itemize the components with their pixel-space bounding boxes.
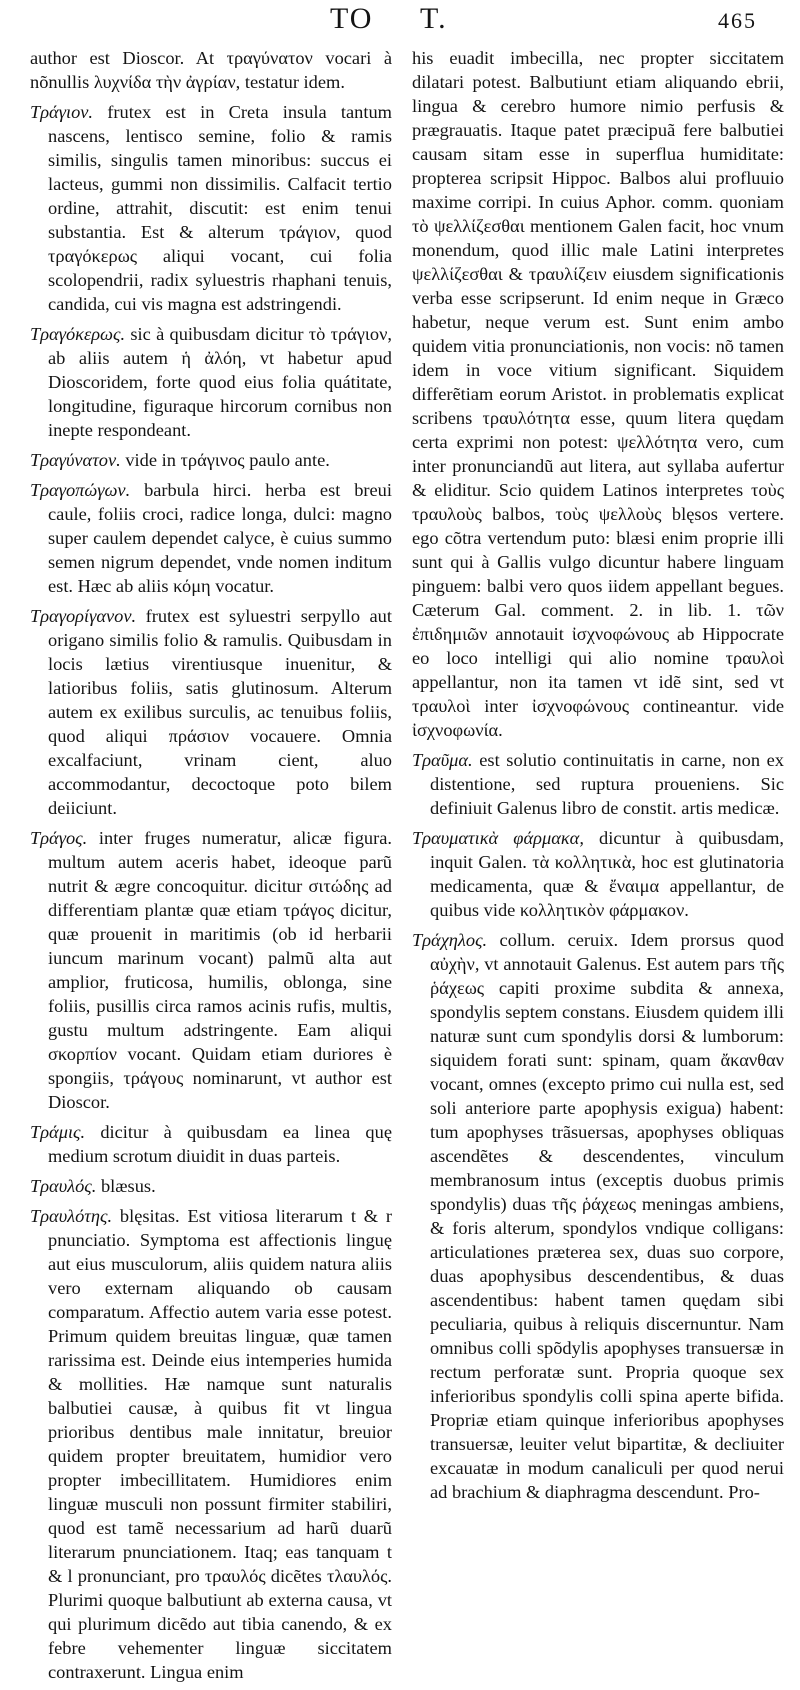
entry-headword: Τραγοπώγων. bbox=[30, 480, 131, 500]
dictionary-entry bbox=[412, 46, 784, 742]
entry-headword: Τραγόκερως. bbox=[30, 324, 126, 344]
page-number: 465 bbox=[718, 8, 757, 33]
dictionary-entry bbox=[30, 826, 392, 1114]
dictionary-entry bbox=[30, 604, 392, 820]
entry-text: sic à quibusdam dicitur τὸ τράγιον, ab aliis autem ἡ ἀλόη, vt habetur apud Dioscoridem, forte quod eius folia quátitate, longitudine, figuraque hircorum cornibus non inepte respondeant. bbox=[48, 324, 392, 440]
entry-text: collum. ceruix. Idem prorsus quod αὐχὴν, vt annotauit Galenus. Est autem pars τῆς ῥάχεως capiti proxime subdita & annexa, spondylis septem constans. Eiusdem quidem illi naturæ sunt cum spondylis dorsi & lumborum: siquidem forati sunt: spinam, quam ἄκανθαν vocant, omnes (excepto primo cui nulla est, sed soli anteriore parte apophysis exigua) habent: tum apophyses trãsuersas, apophyses obliquas ascendẽtes & descendentes, vinculum membranosum intus (exceptis duobus primis spondylis) duas τῆς ῥάχεως meningas ambiens, & foris alterum, spondylos vndique colligans: articulationes præterea sex, duas suo corpore, duas apophysibus descendentibus, & duas ascendentibus: habent tamen quędam sibi peculiaria, quibus à reliquis discernuntur. Nam omnibus colli spõdylis apophyses transuersæ in rectum perforatæ sunt. Propria quoque sex inferioribus spondylis colli spina aperte bifida. Propriæ etiam quinque inferioribus apophyses transuersæ, leuiter velut bipartitæ, & decliuiter excauatæ in modum canaliculi per quod nerui ad brachium & diaphragma descendunt. Pro- bbox=[430, 930, 784, 1502]
entry-text: dicuntur à quibusdam, inquit Galen. τὰ κολλητικὰ, hoc est glutinatoria medicamenta, quæ & ἔναιμα appellantur, de quibus vide κολλητικὸν φάρμακον. bbox=[430, 828, 784, 920]
dictionary-entry bbox=[30, 100, 392, 316]
entry-text: blęsitas. Est vitiosa literarum t & r pnunciatio. Symptoma est affectionis linguę aut eius musculorum, aliis quidem natura aliis vero externam aliquando ob causam comparatum. Affectio autem varia esse potest. Primum quidem breuitas linguæ, quæ tamen rarissima est. Deinde eius intemperies humida & mollities. Hæ namque sunt naturalis balbutiei causæ, à quibus fit vt lingua prioribus dentibus male innitatur, breuior quidem propter breuitatem, humidior vero propter imbecillitatem. Humidiores enim linguæ musculi non possunt firmiter stabiliri, quod est tamẽ necessarium ad harũ duarũ literarum pnunciationem. Itaq; eas tanquam t & l pronunciant, pro τραυλός dicẽtes τλαυλός. Plurimi quoque balbutiunt ab externa causa, vt qui plurimum dicẽdo aut tibia canendo, & ex febre vehementer linguæ siccitatem contraxerunt. Lingua enim bbox=[48, 1206, 392, 1682]
entry-text: est solutio continuitatis in carne, non ex distentione, sed ruptura proueniens. Sic definiuit Galenus libro de constit. artis medicæ. bbox=[430, 750, 784, 818]
dictionary-entry bbox=[30, 46, 392, 94]
entry-text: dicitur à quibusdam ea linea quę medium scrotum diuidit in duas parteis. bbox=[48, 1122, 392, 1166]
dictionary-entry bbox=[30, 1120, 392, 1168]
entry-headword: Τραυλότης. bbox=[30, 1206, 113, 1226]
right-column bbox=[412, 46, 784, 1510]
entry-text: barbula hirci. herba est breui caule, foliis croci, radice longa, dulci: magno super caulem dependet calyce, è cuius summo semen nigrum dependet, vnde nomen inditum est. Hæc ab aliis κόμη vocatur. bbox=[48, 480, 392, 596]
entry-headword: Τραυλός. bbox=[30, 1176, 97, 1196]
entry-text: vide in τράγινος paulo ante. bbox=[125, 450, 330, 470]
entry-headword: Τραγορίγανον. bbox=[30, 606, 137, 626]
entry-text: author est Dioscor. At τραγύνατον vocari à nõnullis λυχνίδα τὴν ἀγρίαν, testatur idem. bbox=[30, 48, 392, 92]
entry-headword: Τράχηλος. bbox=[412, 930, 488, 950]
entry-headword: Τράγος. bbox=[30, 828, 88, 848]
dictionary-entry bbox=[30, 1204, 392, 1684]
entry-text: frutex est in Creta insula tantum nascens, lentisco semine, folio & ramis similis, singulis tamen minoribus: succus ei lacteus, gummi non dissimilis. Calfacit tertio ordine, attrahit, discutit: est enim tenui substantia. Est & alterum τράγιον, quod τραγόκερως aliqui vocant, cui folia scolopendrii, radix syluestris rhaphani tenuis, candida, cui vis magna est adstringendi. bbox=[48, 102, 392, 314]
entry-text: his euadit imbecilla, nec propter siccitatem dilatari potest. Balbutiunt etiam aliquando ebrii, lingua & cerebro humore nimio perfusis & prægrauatis. Itaque patet præcipuã fere balbutiei causam sitam esse in superflua humiditate: propterea scripsit Hippoc. Balbos alui profluuio maxime corripi. In cuius Aphor. comm. quoniam τὸ ψελλίζεσθαι mentionem Galen facit, hoc vnum monendum, quod illic male Latini interpretes ψελλίζεσθαι & τραυλίζειν eiusdem significationis verba esse scripserunt. Id enim neque in Græco habetur, neque verum est. Sunt enim ambo quidem vitia pronunciationis, non vocis: nõ tamen idem in voce vitium significant. Siquidem differẽtiam eorum Aristot. in problematis explicat scribens τραυλότητα esse, quum litera quędam certa exprimi non potest: ψελλότητα vero, cum inter pronunciandũ aut litera, aut syllaba aufertur & eliditur. Scio quidem Latinos interpretes τοὺς τραυλοὺς balbos, τοὺς ψελλοὺς blęsos vertere. ego cõtra vertendum puto: blæsi enim proprie illi sunt qui à Gallis vulgo dicuntur habere linguam pinguem: balbi vero quos iidem appellant begues. Cæterum Gal. comment. 2. in lib. 1. τῶν ἐπιδημιῶν annotauit ἰσχνοφώνους ab Hippocrate eo loco intelligi qui alio nomine τραυλοὶ appellantur, non ita tamen vt idẽ sint, sed vt τραυλοὶ inter ἰσχνοφώνους contineantur. vide ἰσχνοφωνία. bbox=[412, 48, 784, 740]
entry-text: blæsus. bbox=[100, 1176, 156, 1196]
dictionary-entry bbox=[30, 478, 392, 598]
entry-headword: Τραυματικὰ φάρμακα, bbox=[412, 828, 584, 848]
entry-text: inter fruges numeratur, alicæ figura. multum autem aceris habet, ideoque parũ nutrit & ægre concoquitur. dicitur σιτώδης ad differentiam plantæ quæ etiam τράγος dicitur, quæ prouenit in maritimis (ob id herbarii iuncum marinum vocant) palmũ alta aut amplior, fruticosa, humilis, oblonga, sine foliis, pusillis circa ramos acinis rufis, multis, gustu multum adstringente. Eam aliqui σκορπίον vocant. Quidam etiam duriores è spongiis, τράγους nominarunt, vt author est Dioscor. bbox=[48, 828, 392, 1112]
entry-headword: Τραγύνατον. bbox=[30, 450, 121, 470]
dictionary-entry bbox=[412, 928, 784, 1504]
left-column bbox=[30, 46, 392, 1690]
running-head bbox=[0, 2, 800, 42]
entry-headword: Τραῦμα. bbox=[412, 750, 473, 770]
entry-text: frutex est syluestri serpyllo aut origano similis folio & ramulis. Quibusdam in locis lætius virentiusque inuenitur, & latioribus foliis, satis glutinosum. Alterum autem ex exilibus surculis, ac tenuibus foliis, quod aliqui πράσιον vocauere. Omnia excalfaciunt, vrinam cient, aluo accommodantur, decoctoque poto bilem deiiciunt. bbox=[48, 606, 392, 818]
entry-headword: Τράμις. bbox=[30, 1122, 86, 1142]
dictionary-entry bbox=[30, 1174, 392, 1198]
running-head-left: TO bbox=[330, 2, 374, 35]
dictionary-entry bbox=[30, 448, 392, 472]
entry-headword: Τράγιον. bbox=[30, 102, 94, 122]
dictionary-entry bbox=[412, 748, 784, 820]
dictionary-entry bbox=[30, 322, 392, 442]
running-head-right: T. bbox=[420, 2, 448, 35]
dictionary-entry bbox=[412, 826, 784, 922]
